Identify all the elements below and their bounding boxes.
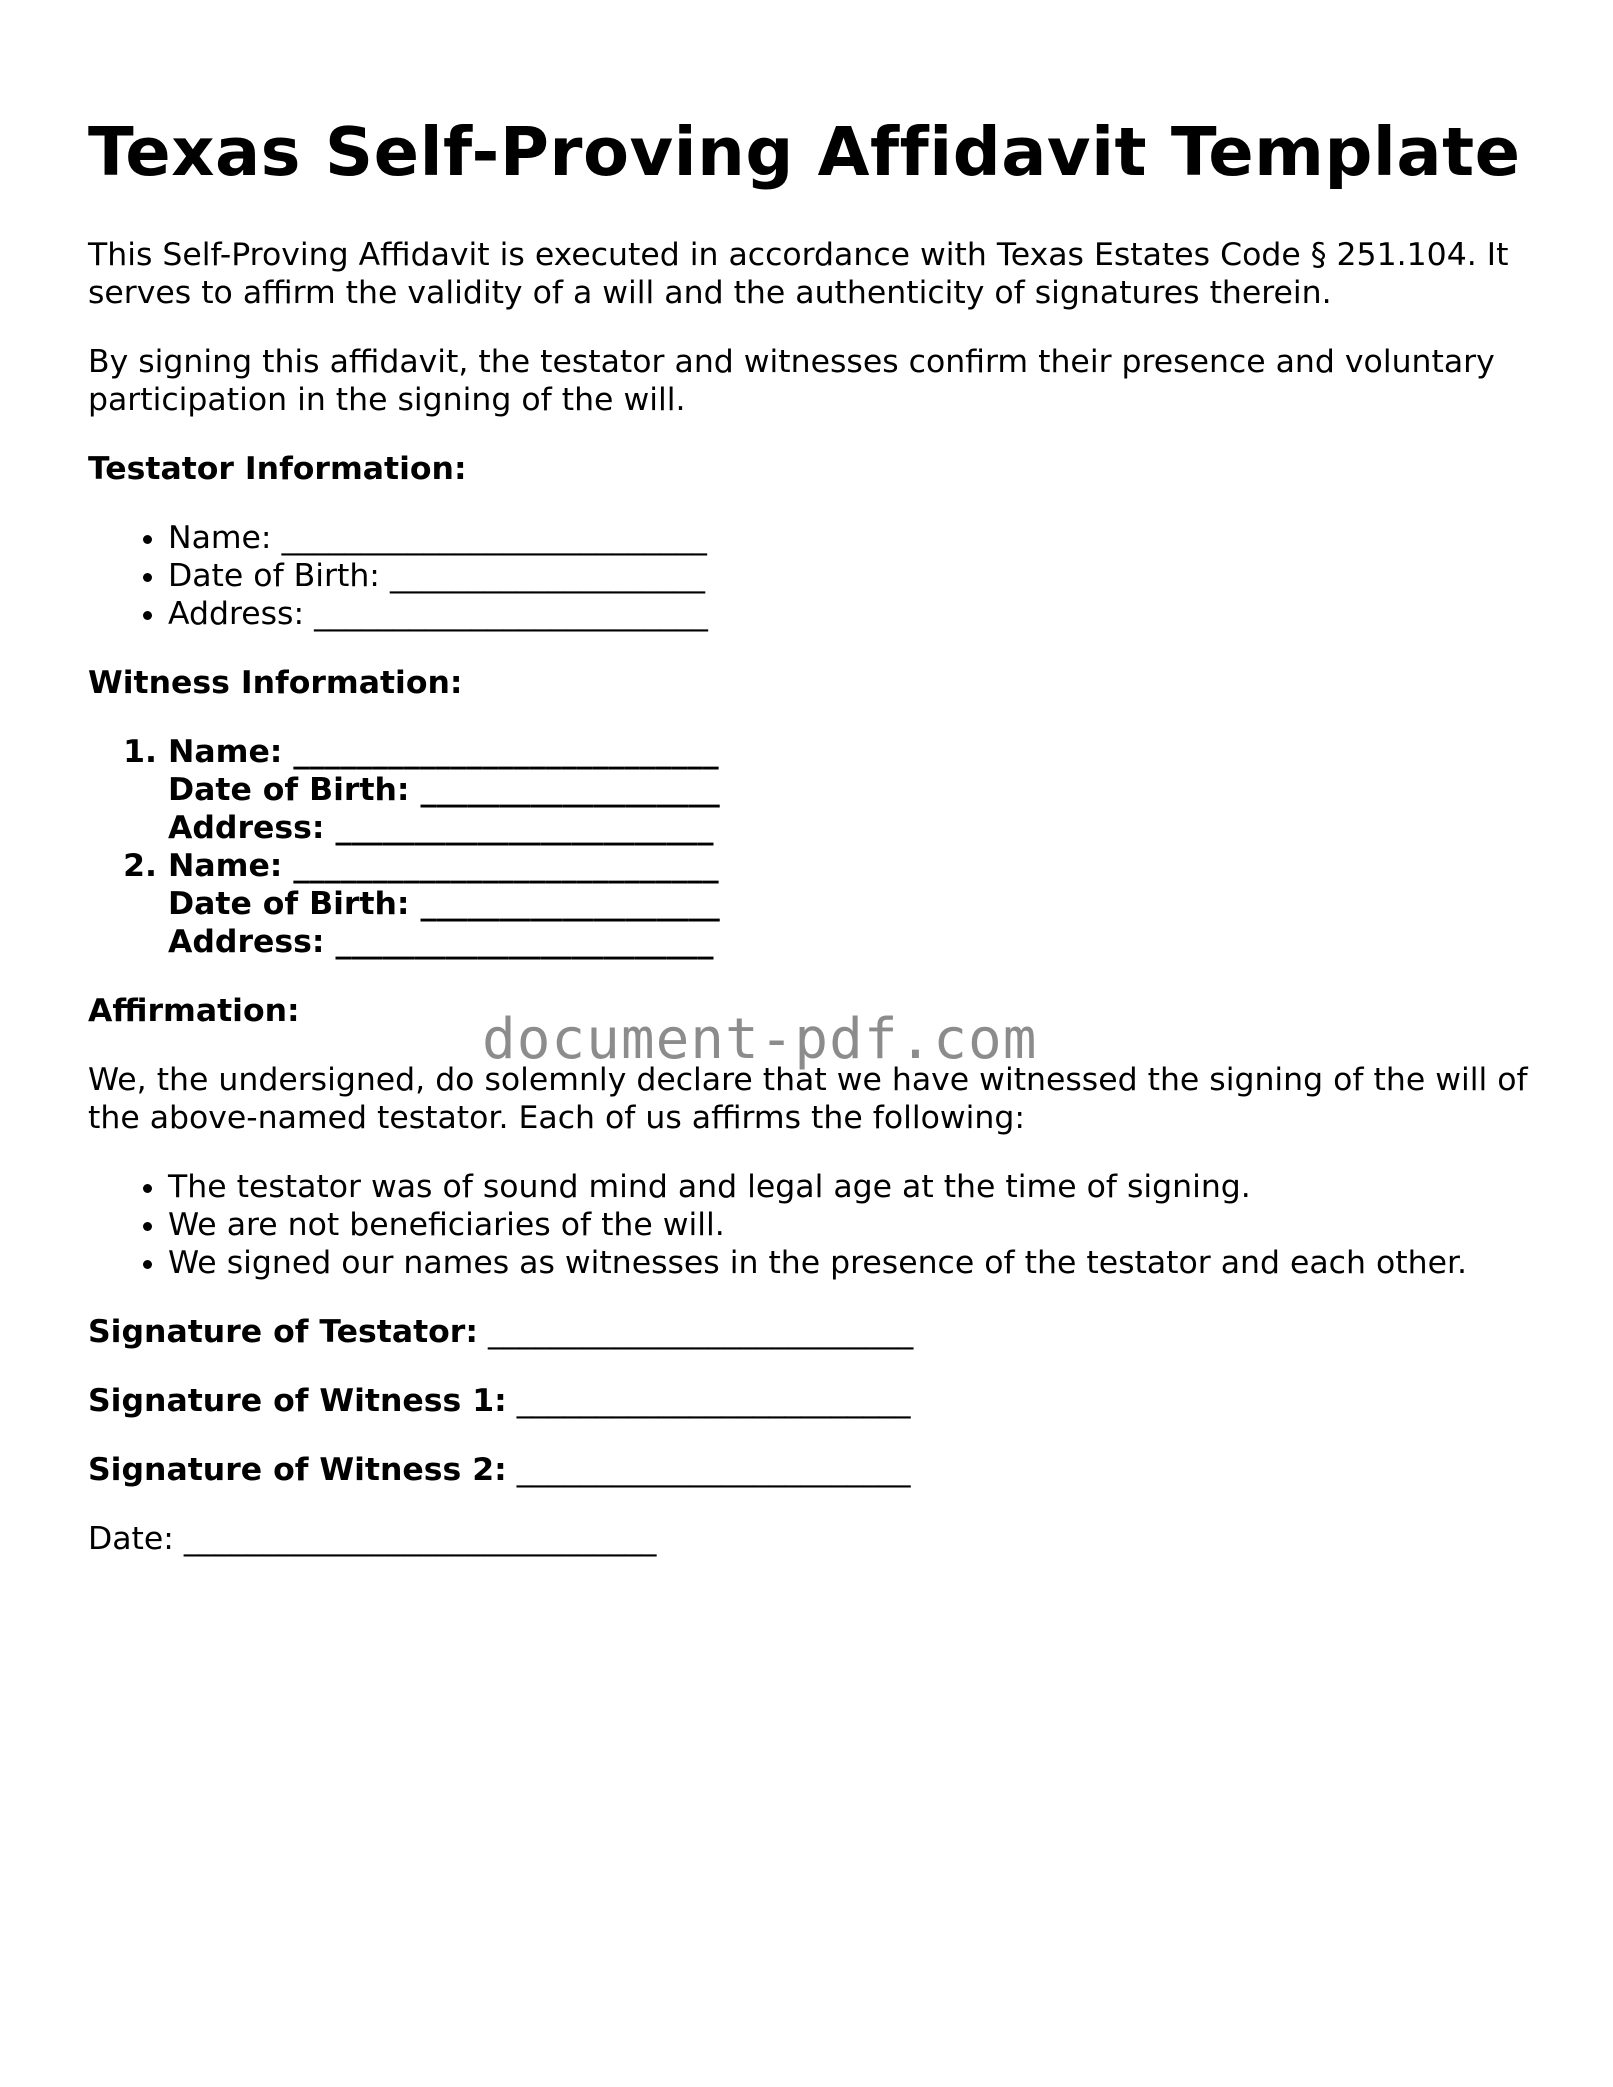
testator-name-field[interactable]: • Name: ___________________________ <box>168 519 1528 557</box>
testator-address-field[interactable]: • Address: _________________________ <box>168 595 1528 633</box>
testator-dob-field[interactable]: • Date of Birth: ____________________ <box>168 557 1528 595</box>
witness-1-name-field[interactable]: 1. Name: ___________________________ <box>168 734 719 770</box>
date-field[interactable] <box>88 1520 1528 1558</box>
witness-list <box>88 733 1528 961</box>
witness-item-1 <box>168 733 1528 847</box>
witness-2-signature-line[interactable]: _________________________ <box>516 1452 911 1488</box>
testator-signature-label: Signature of Testator: <box>88 1314 478 1350</box>
intro-paragraph-1: This Self-Proving Affidavit is executed in accordance with Texas Estates Code § 251.104. It serves to affirm the validity of a will and the authenticity of signatures therein. <box>88 237 1509 311</box>
date-label: Date: <box>88 1521 174 1557</box>
affirmation-points <box>88 1168 1528 1282</box>
affirmation-text: We, the undersigned, do solemnly declare that we have witnessed the signing of the will of the above-named testator. Each of us affirms the following: <box>88 1062 1528 1136</box>
witness-1-signature-field[interactable] <box>88 1382 1528 1420</box>
witness-1-signature-label: Signature of Witness 1: <box>88 1383 507 1419</box>
testator-signature-field[interactable] <box>88 1313 1528 1351</box>
page-title: Texas Self-Proving Affidavit Template <box>88 113 1521 191</box>
witness-item-2 <box>168 847 1528 961</box>
affirmation-point: • We signed our names as witnesses in the presence of the testator and each other. <box>168 1244 1528 1282</box>
document-page <box>88 108 1528 1589</box>
affirmation-point: • The testator was of sound mind and legal age at the time of signing. <box>168 1168 1528 1206</box>
witness-2-address-field[interactable]: Address: ________________________ <box>168 924 714 960</box>
witness-1-signature-line[interactable]: _________________________ <box>516 1383 911 1419</box>
testator-field-list <box>88 519 1528 633</box>
affirmation-point: • We are not beneficiaries of the will. <box>168 1206 1528 1244</box>
watermark: document-pdf.com <box>482 1007 1038 1072</box>
affirmation-heading: Affirmation: <box>88 993 300 1029</box>
witness-2-name-field[interactable]: 2. Name: ___________________________ <box>168 848 719 884</box>
witness-heading: Witness Information: <box>88 665 463 701</box>
witness-1-address-field[interactable]: Address: ________________________ <box>168 810 714 846</box>
witness-2-signature-field[interactable] <box>88 1451 1528 1489</box>
date-line[interactable]: ______________________________ <box>183 1521 657 1557</box>
testator-signature-line[interactable]: ___________________________ <box>487 1314 914 1350</box>
witness-2-signature-label: Signature of Witness 2: <box>88 1452 507 1488</box>
witness-1-dob-field[interactable]: Date of Birth: ___________________ <box>168 772 720 808</box>
testator-heading: Testator Information: <box>88 451 467 487</box>
witness-2-dob-field[interactable]: Date of Birth: ___________________ <box>168 886 720 922</box>
intro-paragraph-2: By signing this affidavit, the testator and witnesses confirm their presence and voluntary participation in the signing of the will. <box>88 344 1495 418</box>
